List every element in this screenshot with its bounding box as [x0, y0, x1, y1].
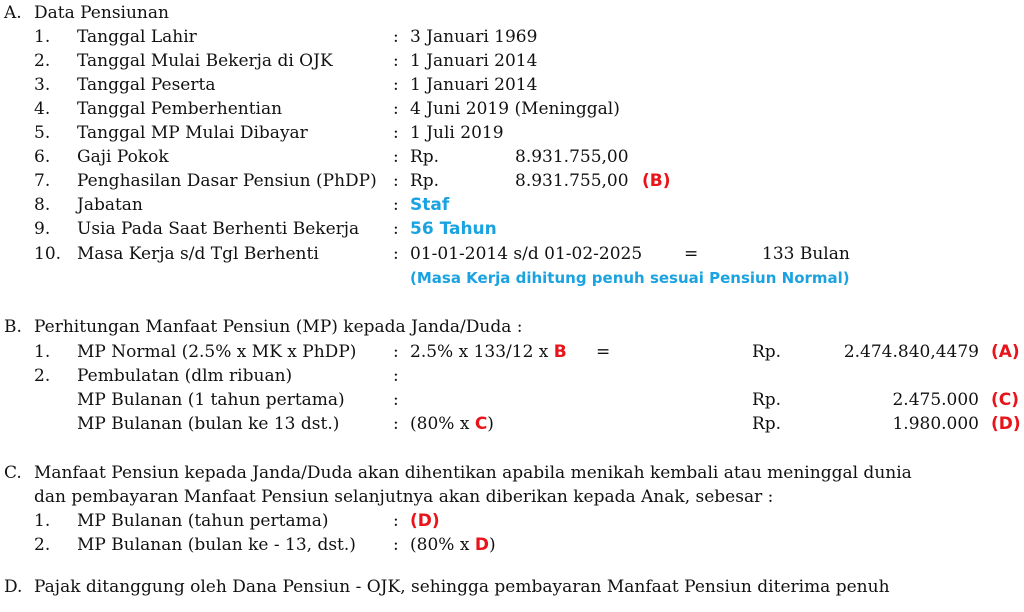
row-num: 7.: [34, 171, 51, 191]
row-label: Jabatan: [77, 195, 143, 215]
row-num: 4.: [34, 99, 51, 119]
row-num: 1.: [34, 27, 51, 47]
row-colon: :: [393, 414, 399, 434]
row-colon: :: [393, 171, 399, 191]
row-num: 2.: [34, 51, 51, 71]
row-label: Gaji Pokok: [77, 147, 169, 167]
row-label: Tanggal Peserta: [77, 75, 216, 95]
section-b-letter: B.: [4, 317, 22, 337]
formula-b: B: [553, 342, 567, 362]
section-c-line2: dan pembayaran Manfaat Pensiun selanjutnya akan diberikan kepada Anak, sebesar :: [34, 487, 774, 507]
row-label: MP Bulanan (tahun pertama): [77, 511, 329, 531]
row-amount: 8.931.755,00: [515, 147, 629, 167]
row-colon: :: [393, 366, 399, 386]
row-label: Tanggal Mulai Bekerja di OJK: [77, 51, 333, 71]
mp-bulanan-13-formula: (80% x C): [410, 414, 494, 434]
masa-kerja-result: 133 Bulan: [762, 244, 850, 264]
row-label: Pembulatan (dlm ribuan): [77, 366, 293, 386]
row-label: MP Bulanan (bulan ke 13 dst.): [77, 414, 340, 434]
row-num: 2.: [34, 535, 51, 555]
row-label: Tanggal Pemberhentian: [77, 99, 283, 119]
row-num: 2.: [34, 366, 51, 386]
row-equals: =: [684, 244, 699, 264]
marker-d: (D): [991, 414, 1021, 434]
row-colon: :: [393, 27, 399, 47]
mp-normal-formula: 2.5% x 133/12 x B: [410, 342, 567, 362]
row-label: Penghasilan Dasar Pensiun (PhDP): [77, 171, 377, 191]
row-colon: :: [393, 535, 399, 555]
marker-a: (A): [991, 342, 1020, 362]
row-colon: :: [393, 219, 399, 239]
row-value: 1 Juli 2019: [410, 123, 504, 143]
row-colon: :: [393, 75, 399, 95]
usia-value: 56 Tahun: [410, 219, 497, 239]
row-num: 8.: [34, 195, 51, 215]
masa-kerja-note: (Masa Kerja dihitung penuh sesuai Pensiun Normal): [410, 269, 850, 287]
row-colon: :: [393, 147, 399, 167]
row-colon: :: [393, 51, 399, 71]
row-amount: 8.931.755,00: [515, 171, 629, 191]
row-value: 4 Juni 2019 (Meninggal): [410, 99, 620, 119]
row-currency: Rp.: [752, 390, 782, 410]
section-d-letter: D.: [4, 577, 23, 597]
row-currency: Rp.: [410, 171, 440, 191]
row-label: Usia Pada Saat Berhenti Bekerja: [77, 219, 360, 239]
row-num: 1.: [34, 342, 51, 362]
row-num: 5.: [34, 123, 51, 143]
row-label: Masa Kerja s/d Tgl Berhenti: [77, 244, 319, 264]
row-colon: :: [393, 244, 399, 264]
formula-d: D: [474, 535, 489, 555]
row-label: Tanggal Lahir: [77, 27, 197, 47]
anak-formula: (80% x D): [410, 535, 496, 555]
row-label: Tanggal MP Mulai Dibayar: [77, 123, 308, 143]
row-num: 9.: [34, 219, 51, 239]
jabatan-value: Staf: [410, 195, 450, 215]
marker-d: (D): [410, 511, 440, 531]
marker-c: (C): [991, 390, 1020, 410]
masa-kerja-range: 01-01-2014 s/d 01-02-2025: [410, 244, 643, 264]
row-num: 10.: [34, 244, 62, 264]
row-colon: :: [393, 123, 399, 143]
row-label: MP Bulanan (1 tahun pertama): [77, 390, 345, 410]
row-colon: :: [393, 99, 399, 119]
row-colon: :: [393, 195, 399, 215]
row-num: 1.: [34, 511, 51, 531]
section-c-line1: Manfaat Pensiun kepada Janda/Duda akan dihentikan apabila menikah kembali atau meninggal dunia: [34, 463, 912, 483]
row-currency: Rp.: [752, 342, 782, 362]
row-colon: :: [393, 511, 399, 531]
row-num: 3.: [34, 75, 51, 95]
row-currency: Rp.: [410, 147, 440, 167]
mp-bulanan-1-amount: 2.475.000: [892, 390, 979, 410]
row-value: 3 Januari 1969: [410, 27, 538, 47]
row-value: 1 Januari 2014: [410, 75, 538, 95]
row-colon: :: [393, 342, 399, 362]
section-c-letter: C.: [4, 463, 22, 483]
section-d-text: Pajak ditanggung oleh Dana Pensiun - OJK, sehingga pembayaran Manfaat Pensiun diterima penuh: [34, 577, 890, 597]
row-label: MP Bulanan (bulan ke - 13, dst.): [77, 535, 356, 555]
section-b-title: Perhitungan Manfaat Pensiun (MP) kepada Janda/Duda :: [34, 317, 523, 337]
section-a-letter: A.: [4, 3, 22, 23]
row-num: 6.: [34, 147, 51, 167]
mp-normal-amount: 2.474.840,4479: [843, 342, 979, 362]
section-a-title: Data Pensiunan: [34, 3, 169, 23]
row-label: MP Normal (2.5% x MK x PhDP): [77, 342, 357, 362]
row-equals: =: [596, 342, 611, 362]
row-currency: Rp.: [752, 414, 782, 434]
marker-b: (B): [642, 171, 671, 191]
row-colon: :: [393, 390, 399, 410]
row-value: 1 Januari 2014: [410, 51, 538, 71]
formula-c: C: [474, 414, 488, 434]
mp-bulanan-13-amount: 1.980.000: [892, 414, 979, 434]
